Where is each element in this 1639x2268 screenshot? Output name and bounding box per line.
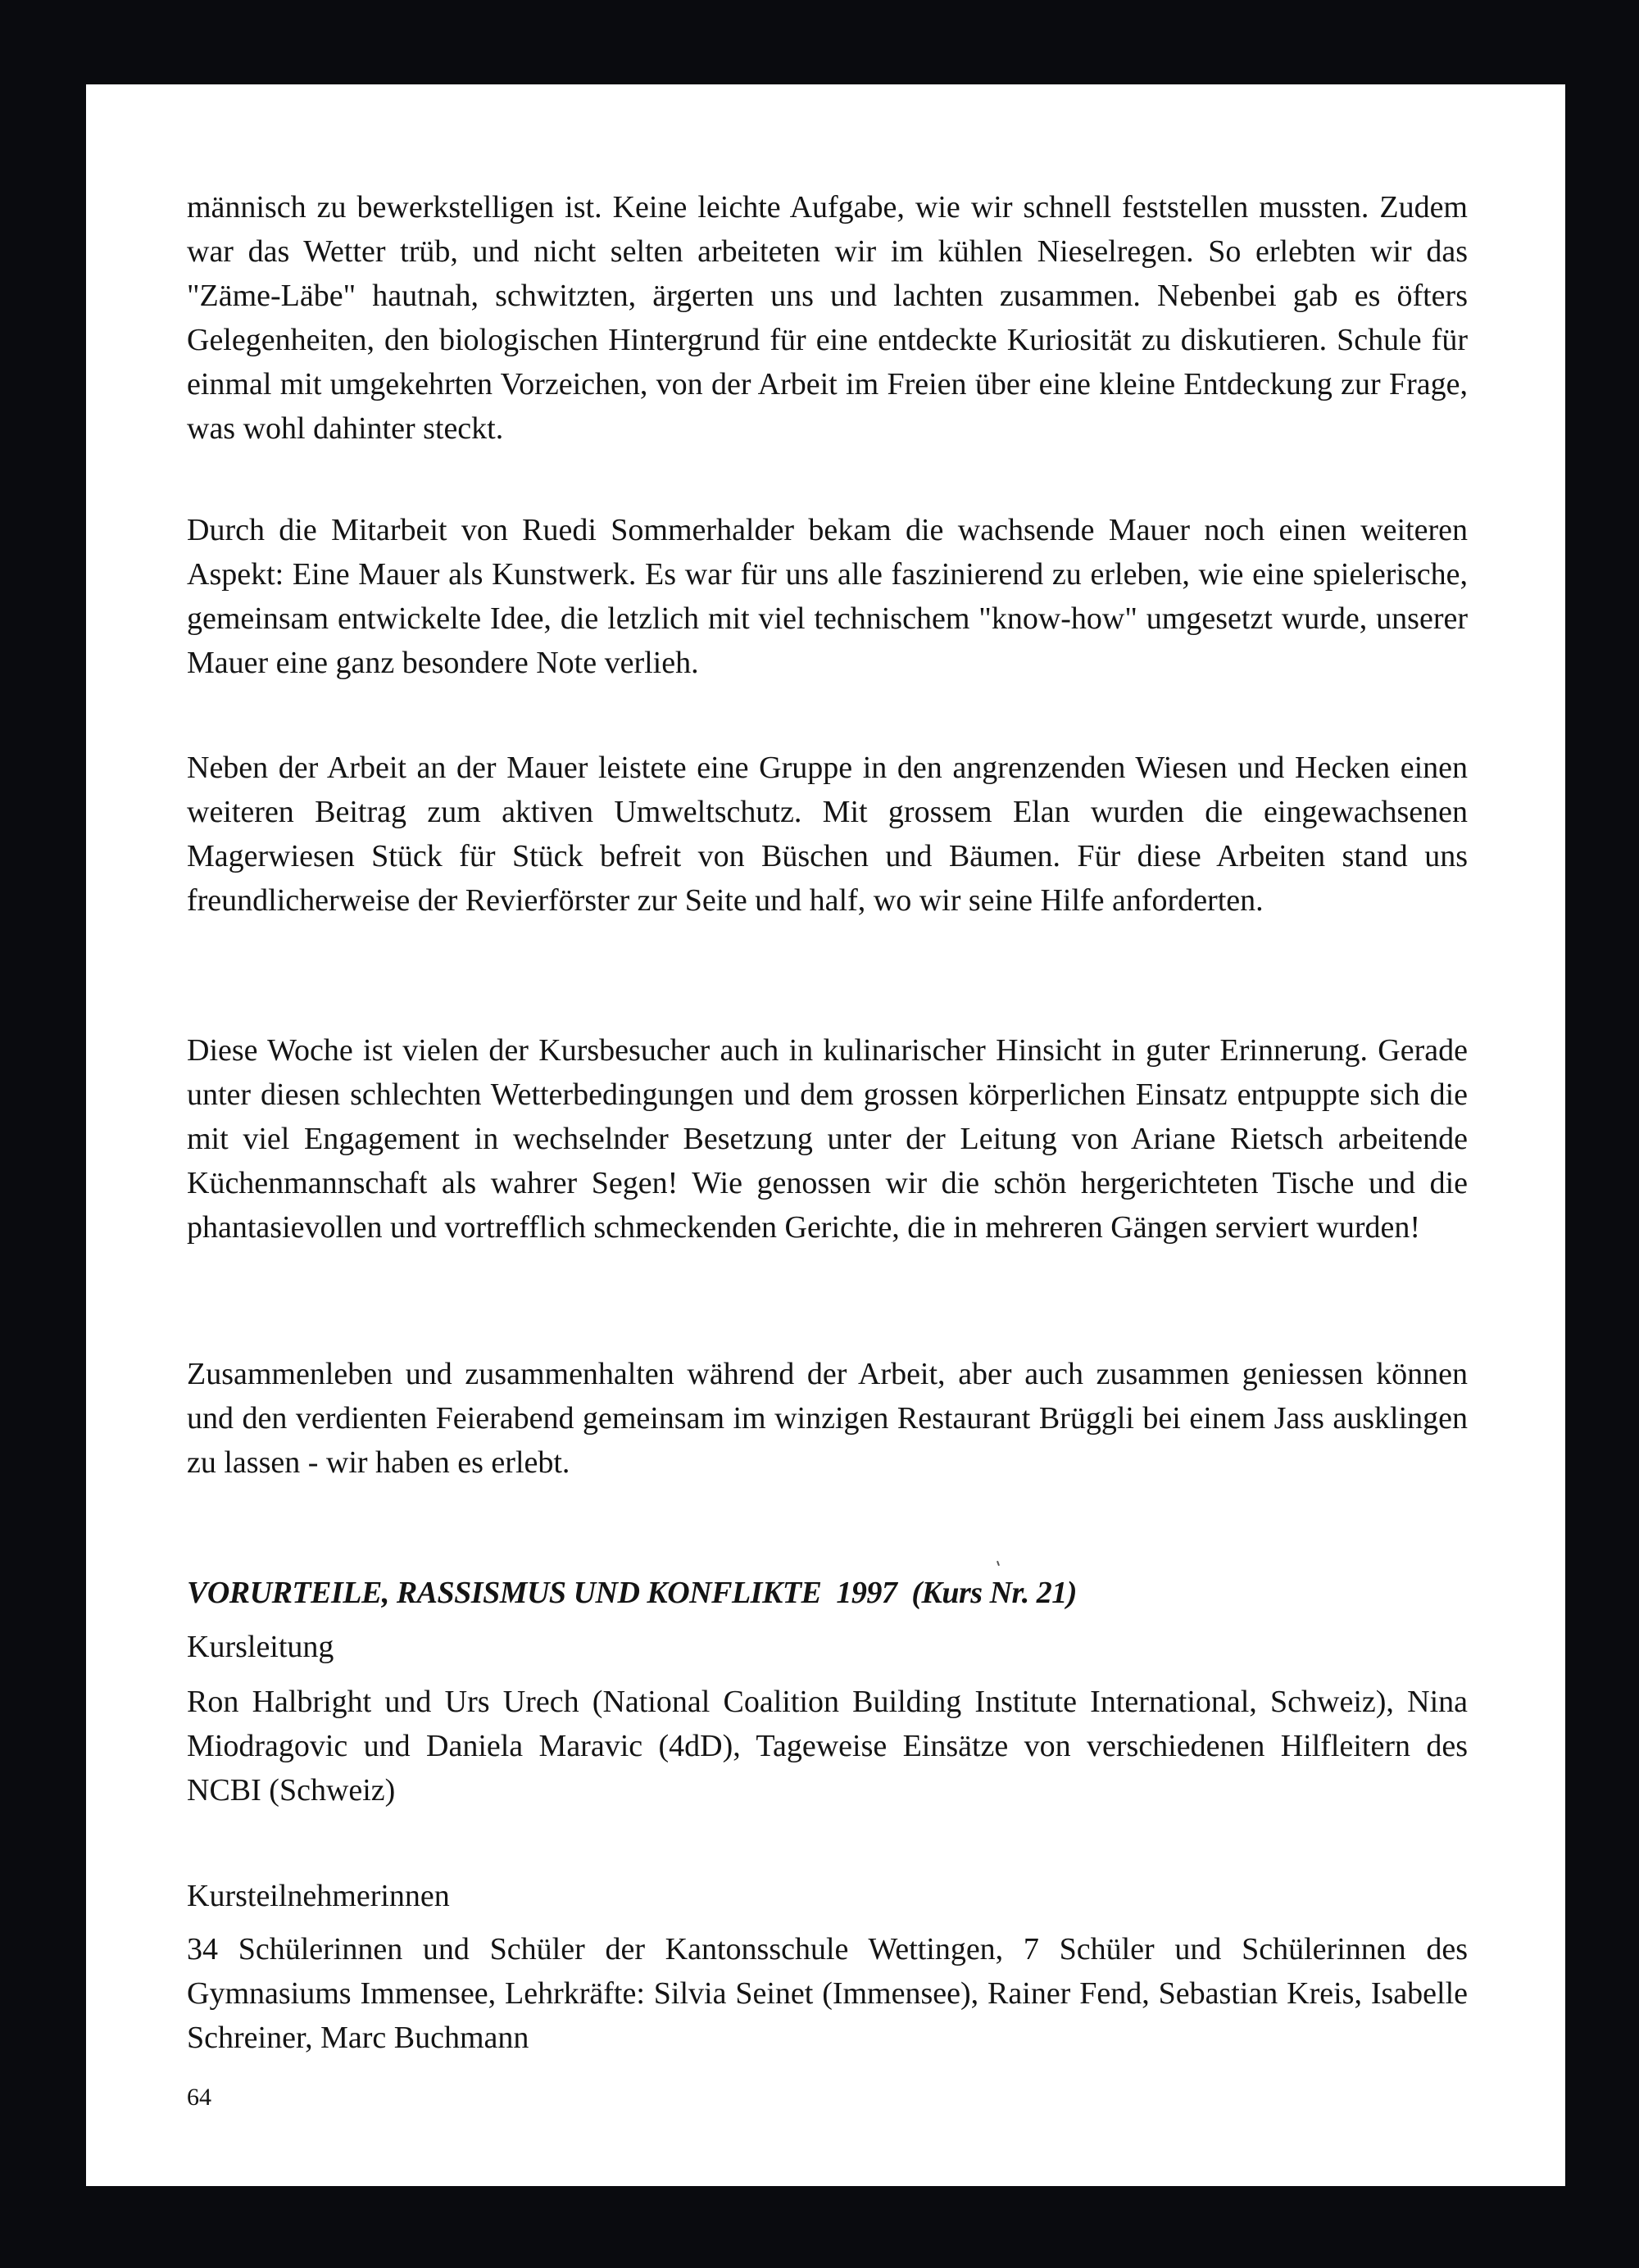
scanned-page (86, 84, 1565, 2186)
course-participants-label: Kursteilnehmerinnen (187, 1879, 450, 1913)
page-number: 64 (187, 2084, 211, 2111)
course-leadership-text: Ron Halbright und Urs Urech (National Coalition Building Institute International, Schweiz), Nina Miodragovic und Daniela Maravic (4dD), Tageweise Einsätze von verschiedenen Hilfleitern des NCBI (Schweiz) (187, 1685, 1468, 1808)
scan-speck (997, 1561, 1000, 1566)
course-leadership-label: Kursleitung (187, 1630, 334, 1664)
paragraph-closing: Zusammenleben und zusammenhalten während der Arbeit, aber auch zusammen geniessen können und den verdienten Feierabend gemeinsam im winzigen Restaurant Brüggli bei einem Jass ausklingen zu lassen - wir haben es erlebt. (187, 1357, 1468, 1480)
paragraph-wall-work: männisch zu bewerkstelligen ist. Keine leichte Aufgabe, wie wir schnell feststellen mussten. Zudem war das Wetter trüb, und nicht selten arbeiteten wir im kühlen Nieselregen. So erlebten wir das "Zäme-Läbe" hautnah, schwitzten, ärgerten uns und lachten zusammen. Nebenbei gab es öfters Gelegenheiten, den biologischen Hintergrund für eine entdeckte Kuriosität zu diskutieren. Schule für einmal mit umgekehrten Vorzeichen, von der Arbeit im Freien über eine kleine Entdeckung zur Frage, was wohl dahinter steckt. (187, 190, 1468, 446)
course-participants-text: 34 Schülerinnen und Schüler der Kantonsschule Wettingen, 7 Schüler und Schülerinnen des Gymnasiums Immensee, Lehrkräfte: Silvia Seinet (Immensee), Rainer Fend, Sebastian Kreis, Isabelle Schreiner, Marc Buchmann (187, 1932, 1468, 2055)
course-heading: VORURTEILE, RASSISMUS UND KONFLIKTE 1997 (Kurs Nr. 21) (187, 1576, 1077, 1610)
paragraph-meadow-work: Neben der Arbeit an der Mauer leistete eine Gruppe in den angrenzenden Wiesen und Hecken einen weiteren Beitrag zum aktiven Umweltschutz. Mit grossem Elan wurden die eingewachsenen Magerwiesen Stück für Stück befreit von Büschen und Bäumen. Für diese Arbeiten stand uns freundlicherweise der Revierförster zur Seite und half, wo wir seine Hilfe anforderten. (187, 751, 1468, 918)
paragraph-kitchen: Diese Woche ist vielen der Kursbesucher auch in kulinarischer Hinsicht in guter Erinnerung. Gerade unter diesen schlechten Wetterbedingungen und dem grossen körperlichen Einsatz entpuppte sich die mit viel Engagement in wechselnder Besetzung unter der Leitung von Ariane Rietsch arbeitende Küchenmannschaft als wahrer Segen! Wie genossen wir die schön hergerichteten Tische und die phantasievollen und vortrefflich schmeckenden Gerichte, die in mehreren Gängen serviert wurden! (187, 1033, 1468, 1245)
paragraph-art-aspect: Durch die Mitarbeit von Ruedi Sommerhalder bekam die wachsende Mauer noch einen weiteren Aspekt: Eine Mauer als Kunstwerk. Es war für uns alle faszinierend zu erleben, wie eine spielerische, gemeinsam entwickelte Idee, die letzlich mit viel technischem "know-how" umgesetzt wurde, unserer Mauer eine ganz besondere Note verlieh. (187, 513, 1468, 680)
